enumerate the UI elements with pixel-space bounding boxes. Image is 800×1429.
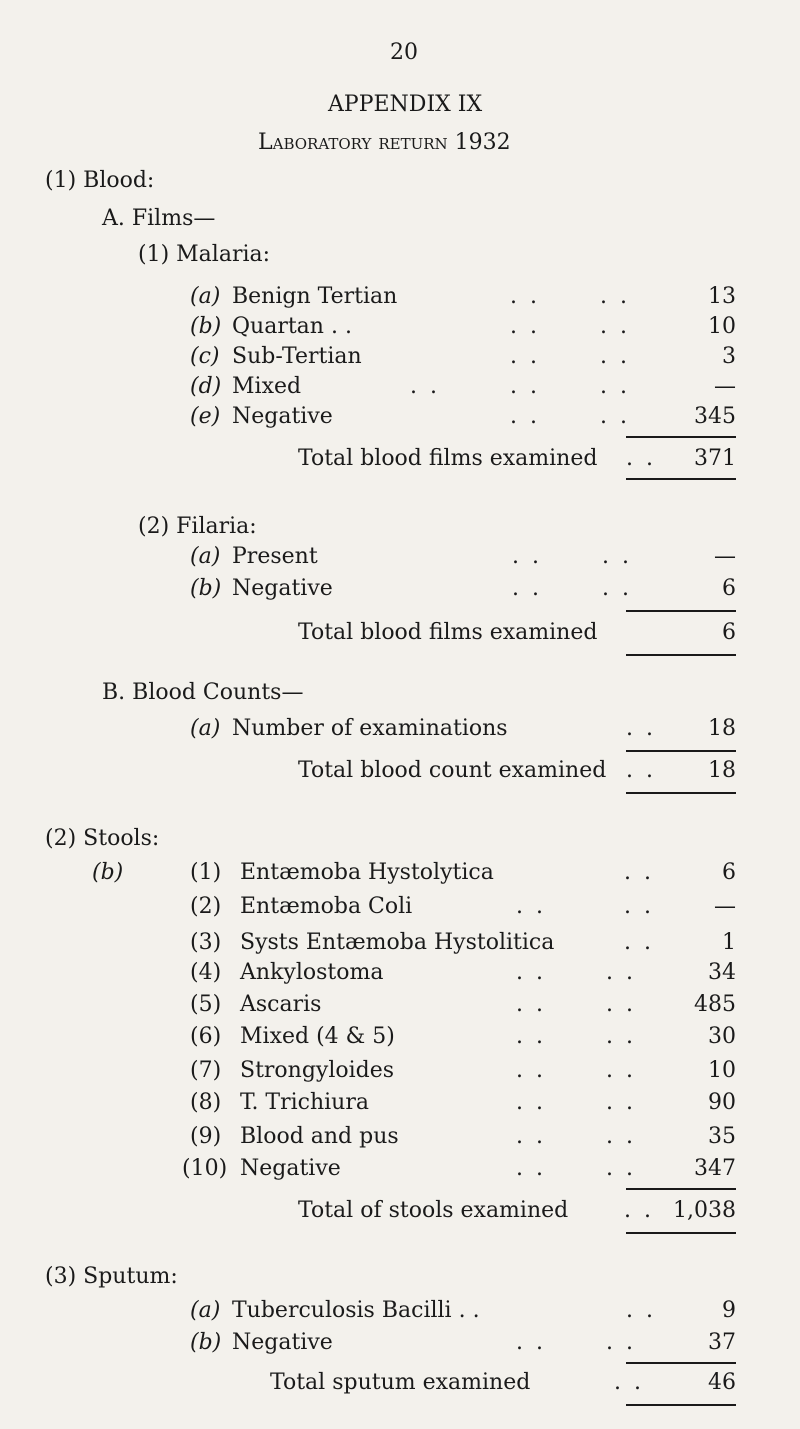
row-name: Tuberculosis Bacilli . . <box>232 1298 480 1323</box>
row-label: (e) <box>190 404 221 429</box>
row-label: (d) <box>190 374 222 399</box>
row-label: (a) <box>190 716 221 741</box>
row-name: Mixed <box>232 374 302 399</box>
row-dots: . . <box>600 344 630 369</box>
row-value: 30 <box>708 1024 736 1049</box>
row-dots: . . <box>600 374 630 399</box>
row-name: Negative <box>232 576 333 601</box>
total-rule <box>626 792 736 794</box>
total-label: Total blood films examined <box>298 620 598 645</box>
row-name: Blood and pus <box>240 1124 399 1149</box>
row-value: 485 <box>694 992 736 1017</box>
total-label: Total of stools examined <box>298 1198 569 1223</box>
total-value: 371 <box>694 446 736 471</box>
row-value: — <box>714 374 736 399</box>
row-dots: . . <box>624 930 654 955</box>
total-rule <box>626 1232 736 1234</box>
row-dots: . . <box>624 894 654 919</box>
row-dots: . . <box>602 544 632 569</box>
row-value: 35 <box>708 1124 736 1149</box>
row-dots: . . <box>512 576 542 601</box>
row-dots: . . <box>614 1370 644 1395</box>
row-dots: . . <box>602 576 632 601</box>
subtotal-rule <box>626 610 736 612</box>
row-dots: . . <box>410 374 440 399</box>
appendix-title: APPENDIX IX <box>328 92 483 117</box>
row-name: Negative <box>232 1330 333 1355</box>
row-dots: . . <box>512 544 542 569</box>
row-name: Ankylostoma <box>240 960 384 985</box>
row-value: 34 <box>708 960 736 985</box>
total-label: Total blood films examined <box>298 446 598 471</box>
row-name: Ascaris <box>240 992 322 1017</box>
row-label: (a) <box>190 544 221 569</box>
row-label: (a) <box>190 1298 221 1323</box>
row-value: 37 <box>708 1330 736 1355</box>
row-value: 6 <box>722 860 736 885</box>
row-name: Mixed (4 & 5) <box>240 1024 395 1049</box>
row-value: 90 <box>708 1090 736 1115</box>
row-name: Present <box>232 544 318 569</box>
row-dots: . . <box>606 1024 636 1049</box>
row-dots: . . <box>510 404 540 429</box>
row-dots: . . <box>516 1124 546 1149</box>
row-dots: . . <box>516 1024 546 1049</box>
row-dots: . . <box>626 758 656 783</box>
row-name: Quartan . . <box>232 314 352 339</box>
row-value: 18 <box>708 716 736 741</box>
stools-sub-label: (b) <box>92 860 124 885</box>
row-dots: . . <box>600 314 630 339</box>
total-rule <box>626 654 736 656</box>
row-dots: . . <box>624 860 654 885</box>
row-dots: . . <box>516 1330 546 1355</box>
row-dots: . . <box>626 716 656 741</box>
row-dots: . . <box>606 992 636 1017</box>
row-number: (1) <box>190 860 222 885</box>
sputum-heading: (3) Sputum: <box>45 1264 178 1289</box>
stools-heading: (2) Stools: <box>45 826 160 851</box>
row-value: — <box>714 894 736 919</box>
row-dots: . . <box>626 446 656 471</box>
row-number: (5) <box>190 992 222 1017</box>
total-rule <box>626 478 736 480</box>
row-dots: . . <box>600 284 630 309</box>
total-value: 46 <box>708 1370 736 1395</box>
row-name: Entæmoba Coli <box>240 894 413 919</box>
row-value: 10 <box>708 1058 736 1083</box>
row-dots: . . <box>606 1330 636 1355</box>
blood-heading: (1) Blood: <box>45 168 155 193</box>
row-number: (8) <box>190 1090 222 1115</box>
row-number: (9) <box>190 1124 222 1149</box>
row-value: 347 <box>694 1156 736 1181</box>
row-dots: . . <box>510 284 540 309</box>
row-dots: . . <box>606 1156 636 1181</box>
row-dots: . . <box>516 992 546 1017</box>
row-value: 6 <box>722 576 736 601</box>
row-dots: . . <box>516 960 546 985</box>
row-value: 3 <box>722 344 736 369</box>
row-number: (7) <box>190 1058 222 1083</box>
total-rule <box>626 1404 736 1406</box>
row-dots: . . <box>516 1156 546 1181</box>
row-dots: . . <box>626 1298 656 1323</box>
filaria-heading: (2) Filaria: <box>138 514 257 539</box>
total-value: 18 <box>708 758 736 783</box>
row-name: Number of examinations <box>232 716 508 741</box>
total-label: Total sputum examined <box>270 1370 531 1395</box>
row-name: Negative <box>240 1156 341 1181</box>
subtotal-rule <box>626 1188 736 1190</box>
row-dots: . . <box>606 1124 636 1149</box>
row-label: (c) <box>190 344 220 369</box>
row-label: (b) <box>190 576 222 601</box>
row-dots: . . <box>606 1090 636 1115</box>
row-value: 1 <box>722 930 736 955</box>
row-label: (b) <box>190 314 222 339</box>
row-value: 345 <box>694 404 736 429</box>
page-number: 20 <box>390 40 418 65</box>
malaria-heading: (1) Malaria: <box>138 242 271 267</box>
blood-counts-heading: B. Blood Counts— <box>102 680 304 705</box>
row-number: (4) <box>190 960 222 985</box>
row-dots: . . <box>510 374 540 399</box>
row-value: — <box>714 544 736 569</box>
films-heading: A. Films— <box>102 206 216 231</box>
row-name: Systs Entæmoba Hystolitica <box>240 930 555 955</box>
row-name: Sub-Tertian <box>232 344 362 369</box>
subtotal-rule <box>626 750 736 752</box>
row-dots: . . <box>606 960 636 985</box>
total-value: 1,038 <box>673 1198 736 1223</box>
row-number: (3) <box>190 930 222 955</box>
row-value: 9 <box>722 1298 736 1323</box>
row-dots: . . <box>516 1058 546 1083</box>
row-dots: . . <box>516 894 546 919</box>
subtotal-rule <box>626 436 736 438</box>
row-name: Benign Tertian <box>232 284 398 309</box>
row-dots: . . <box>606 1058 636 1083</box>
total-value: 6 <box>722 620 736 645</box>
row-dots: . . <box>510 344 540 369</box>
report-title: Laboratory return 1932 <box>258 130 511 155</box>
row-number: (2) <box>190 894 222 919</box>
row-name: Entæmoba Hystolytica <box>240 860 494 885</box>
row-name: T. Trichiura <box>240 1090 369 1115</box>
row-number: (10) <box>182 1156 228 1181</box>
row-number: (6) <box>190 1024 222 1049</box>
row-dots: . . <box>510 314 540 339</box>
total-label: Total blood count examined <box>298 758 607 783</box>
subtotal-rule <box>626 1362 736 1364</box>
row-dots: . . <box>600 404 630 429</box>
row-name: Strongyloides <box>240 1058 395 1083</box>
row-dots: . . <box>624 1198 654 1223</box>
row-label: (b) <box>190 1330 222 1355</box>
row-dots: . . <box>516 1090 546 1115</box>
row-label: (a) <box>190 284 221 309</box>
row-name: Negative <box>232 404 333 429</box>
row-value: 10 <box>708 314 736 339</box>
row-value: 13 <box>708 284 736 309</box>
